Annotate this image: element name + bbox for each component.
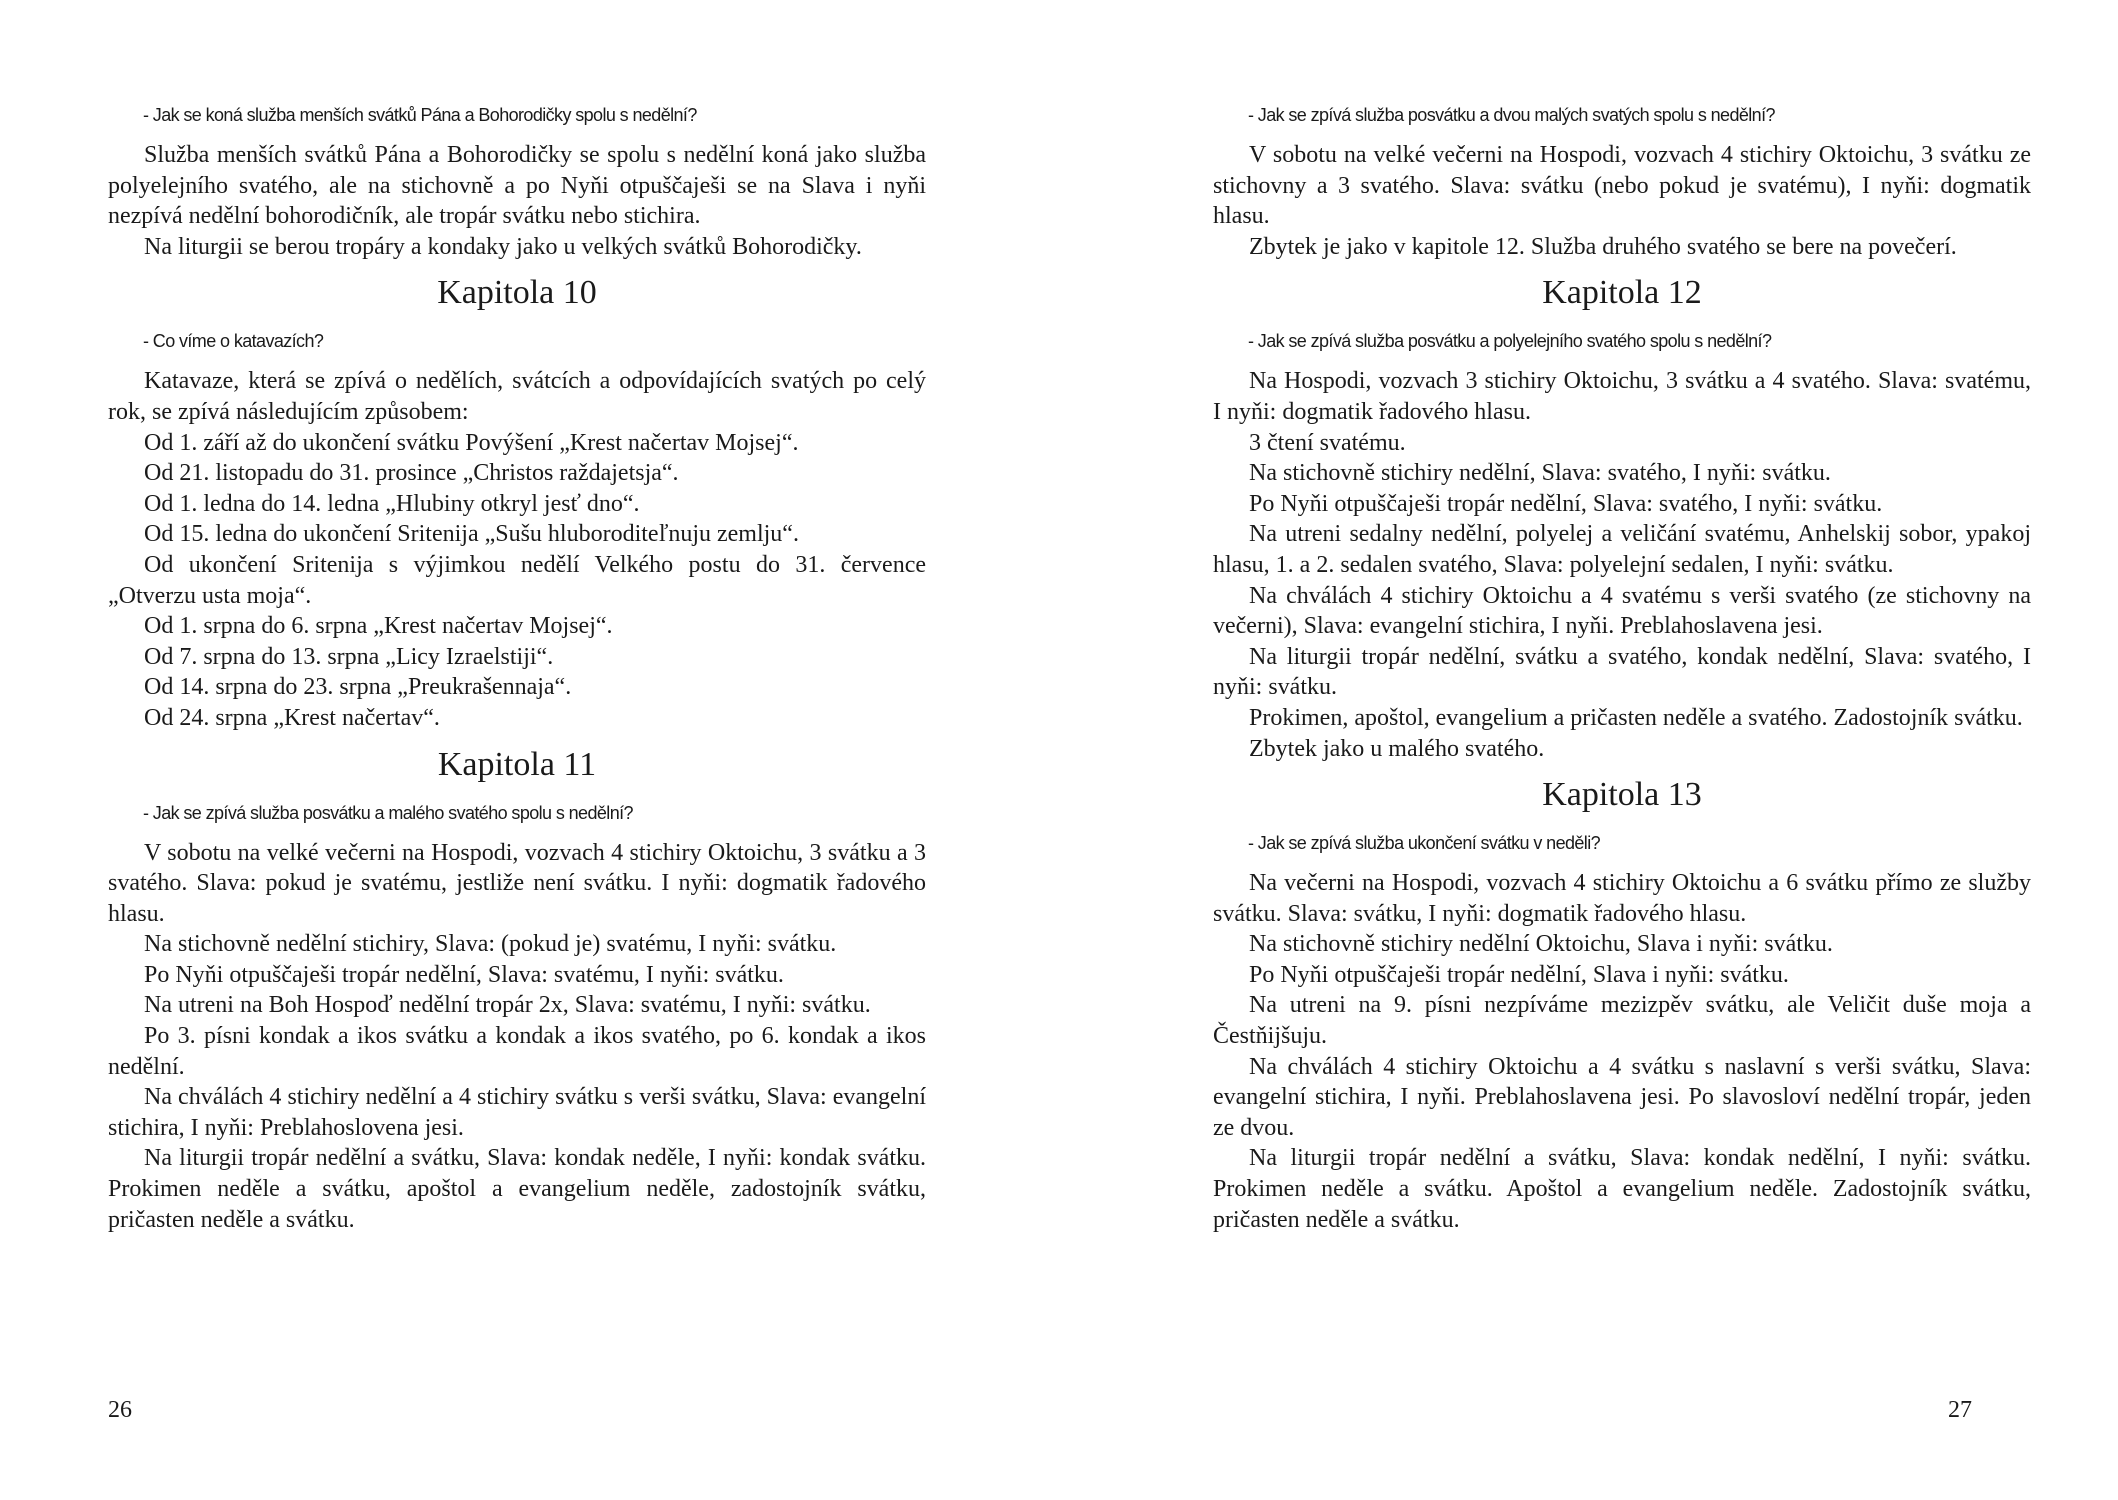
- paragraph: Na liturgii tropár nedělní a svátku, Slava: kondak nedělní, I nyňi: svátku. Prokimen neděle a svátku. Apoštol a evangelium neděle. Zadostojník svátku, pričasten neděle a svátku.: [1213, 1145, 2031, 1233]
- paragraph: Na chválách 4 stichiry Oktoichu a 4 svatému s verši svatého (ze stichovny na večerni), Slava: evangelní stichira, I nyňi. Preblahoslavena jesi.: [1213, 582, 2031, 640]
- paragraph: Od ukončení Sritenija s výjimkou nedělí Velkého postu do 31. července „Otverzu usta moja“.: [108, 551, 926, 609]
- paragraph: V sobotu na velké večerni na Hospodi, vozvach 4 stichiry Oktoichu, 3 svátku ze stichovny a 3 svatého. Slava: svátku (nebo pokud je svatému), I nyňi: dogmatik hlasu.: [1213, 142, 2031, 230]
- section-question: - Jak se zpívá služba posvátku a dvou malých svatých spolu s nedělní?: [1248, 105, 1775, 125]
- section-question: - Jak se zpívá služba ukončení svátku v neděli?: [1248, 833, 1601, 854]
- page-number: 27: [1948, 1397, 1972, 1423]
- paragraph: Na večerni na Hospodi, vozvach 4 stichiry Oktoichu a 6 svátku přímo ze služby svátku. Slava: svátku, I nyňi: dogmatik řadového hlasu.: [1213, 870, 2031, 927]
- right-page-text-column: [1213, 102, 2031, 1235]
- paragraph: Od 1. srpna do 6. srpna „Krest načertav Mojsej“.: [144, 613, 613, 640]
- paragraph: Na liturgii tropár nedělní, svátku a svatého, kondak nedělní, Slava: svatého, I nyňi: svátku.: [1213, 643, 2031, 701]
- paragraph: Od 15. ledna do ukončení Sritenija „Sušu hluboroditeľnuju zemlju“.: [144, 521, 799, 548]
- section-question: - Jak se zpívá služba posvátku a malého svatého spolu s nedělní?: [143, 802, 633, 823]
- paragraph: Na utreni na Boh Hospoď nedělní tropár 2x, Slava: svatému, I nyňi: svátku.: [144, 992, 871, 1019]
- right-page: [1059, 0, 2118, 1500]
- paragraph: Na stichovně nedělní stichiry, Slava: (pokud je) svatému, I nyňi: svátku.: [144, 931, 837, 958]
- paragraph: Od 7. srpna do 13. srpna „Licy Izraelstiji“.: [144, 643, 554, 670]
- paragraph: Katavaze, která se zpívá o nedělích, svátcích a odpovídajících svatých po celý rok, se zpívá následujícím způsobem:: [108, 368, 926, 425]
- paragraph: Na liturgii tropár nedělní a svátku, Slava: kondak neděle, I nyňi: kondak svátku. Prokimen neděle a svátku, apoštol a evangelium neděle, zadostojník svátku, pričasten neděle a svátku.: [108, 1145, 926, 1233]
- paragraph: Na liturgii se berou tropáry a kondaky jako u velkých svátků Bohorodičky.: [144, 233, 862, 260]
- paragraph: Zbytek jako u malého svatého.: [1249, 735, 1545, 762]
- chapter-heading: Kapitola 13: [1542, 776, 1702, 814]
- chapter-heading: Kapitola 10: [437, 274, 597, 312]
- paragraph: Na stichovně stichiry nedělní Oktoichu, Slava i nyňi: svátku.: [1249, 931, 1833, 958]
- paragraph: Zbytek je jako v kapitole 12. Služba druhého svatého se bere na povečerí.: [1249, 233, 1957, 260]
- section-question: - Co víme o katavazích?: [143, 331, 324, 352]
- paragraph: Po 3. písni kondak a ikos svátku a kondak a ikos svatého, po 6. kondak a ikos nedělní.: [108, 1023, 926, 1080]
- paragraph: Na stichovně stichiry nedělní, Slava: svatého, I nyňi: svátku.: [1249, 460, 1831, 487]
- paragraph: Od 21. listopadu do 31. prosince „Christos raždajetsja“.: [144, 460, 679, 487]
- paragraph: Na chválách 4 stichiry nedělní a 4 stichiry svátku s verši svátku, Slava: evangelní stichira, I nyňi: Preblahoslovena jesi.: [108, 1084, 926, 1141]
- paragraph: Prokimen, apoštol, evangelium a pričasten neděle a svatého. Zadostojník svátku.: [1249, 704, 2023, 731]
- paragraph: V sobotu na velké večerni na Hospodi, vozvach 4 stichiry Oktoichu, 3 svátku a 3 svatého. Slava: pokud je svatému, jestliže není svátku. I nyňi: dogmatik řadového hlasu.: [108, 839, 926, 927]
- paragraph: Na utreni na 9. písni nezpíváme mezizpěv svátku, ale Veličit duše moja a Čestňijšuju.: [1213, 992, 2031, 1050]
- chapter-heading: Kapitola 12: [1542, 274, 1702, 312]
- section-question: - Jak se zpívá služba posvátku a polyelejního svatého spolu s nedělní?: [1248, 331, 1772, 352]
- paragraph: 3 čtení svatému.: [1249, 429, 1406, 456]
- paragraph: Na chválách 4 stichiry Oktoichu a 4 svátku s naslavní s verši svátku, Slava: evangelní stichira, I nyňi. Preblahoslavena jesi. Po slavosloví nedělní tropár, jeden ze dvou.: [1213, 1053, 2031, 1141]
- paragraph: Od 1. září až do ukončení svátku Povýšení „Krest načertav Mojsej“.: [144, 429, 799, 456]
- paragraph: Po Nyňi otpuščaješi tropár nedělní, Slava: svatému, I nyňi: svátku.: [144, 961, 784, 988]
- paragraph: Na Hospodi, vozvach 3 stichiry Oktoichu, 3 svátku a 4 svatého. Slava: svatému, I nyňi: dogmatik řadového hlasu.: [1213, 368, 2031, 425]
- paragraph: Po Nyňi otpuščaješi tropár nedělní, Slava i nyňi: svátku.: [1249, 961, 1789, 988]
- paragraph: Od 24. srpna „Krest načertav“.: [144, 704, 440, 731]
- paragraph: Služba menších svátků Pána a Bohorodičky se spolu s nedělní koná jako služba polyelejního svatého, ale na stichovně a po Nyňi otpuščaješi se na Slava i nyňi nezpívá nedělní bohorodičník, ale tropár svátku nebo stichira.: [108, 142, 926, 230]
- paragraph: Od 14. srpna do 23. srpna „Preukrašennaja“.: [144, 674, 572, 701]
- paragraph: Po Nyňi otpuščaješi tropár nedělní, Slava: svatého, I nyňi: svátku.: [1249, 490, 1883, 517]
- left-page-text-column: [108, 102, 926, 1235]
- paragraph: Na utreni sedalny nedělní, polyelej a veličání svatému, Anhelskij sobor, ypakoj hlasu, 1. a 2. sedalen svatého, Slava: polyelejní sedalen, I nyňi: svátku.: [1213, 521, 2031, 578]
- chapter-heading: Kapitola 11: [437, 745, 597, 783]
- paragraph: Od 1. ledna do 14. ledna „Hlubiny otkryl jesť dno“.: [144, 490, 640, 517]
- section-question: - Jak se koná služba menších svátků Pána a Bohorodičky spolu s nedělní?: [143, 105, 697, 125]
- page-number: 26: [108, 1397, 132, 1423]
